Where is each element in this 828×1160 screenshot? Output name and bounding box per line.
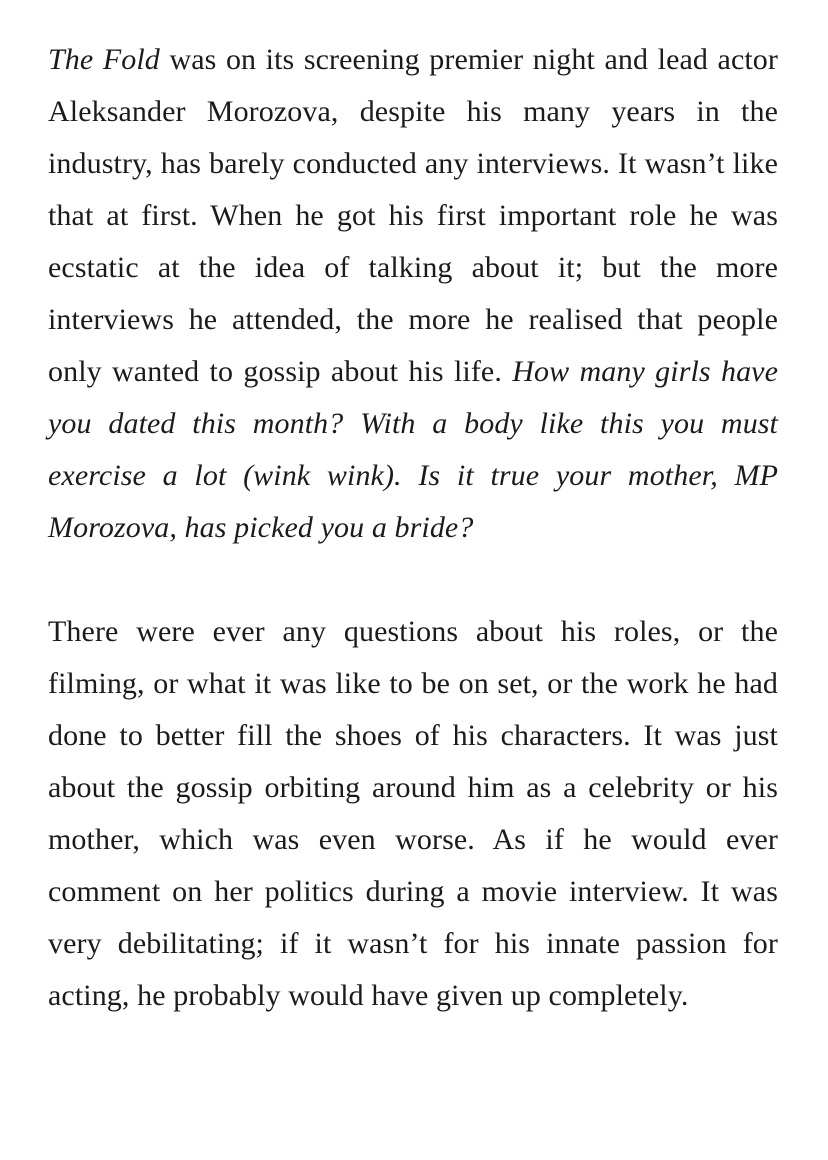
paragraph-1	[48, 34, 778, 554]
gossip-questions: How many girls have you dated this month? With a body like this you must exercise a lot (wink wink). Is it true your mother, MP Morozova, has picked you a bride?	[48, 355, 778, 544]
paragraph-1-text: was on its screening premier night and lead actor Aleksander Morozova, despite his many years in the industry, has barely conducted any interviews. It wasn’t like that at first. When he got his first important role he was ecstatic at the idea of talking about it; but the more interviews he attended, the more he realised that people only wanted to gossip about his life.	[48, 43, 778, 388]
paragraph-2-text: There were ever any questions about his roles, or the filming, or what it was like to be on set, or the work he had done to better fill the shoes of his characters. It was just about the gossip orbiting around him as a celebrity or his mother, which was even worse. As if he would ever comment on her politics during a movie interview. It was very debilitating; if it wasn’t for his innate passion for acting, he probably would have given up completely.	[48, 615, 778, 1012]
paragraph-2	[48, 606, 778, 1022]
document-page	[48, 34, 778, 1022]
film-title: The Fold	[48, 43, 160, 76]
